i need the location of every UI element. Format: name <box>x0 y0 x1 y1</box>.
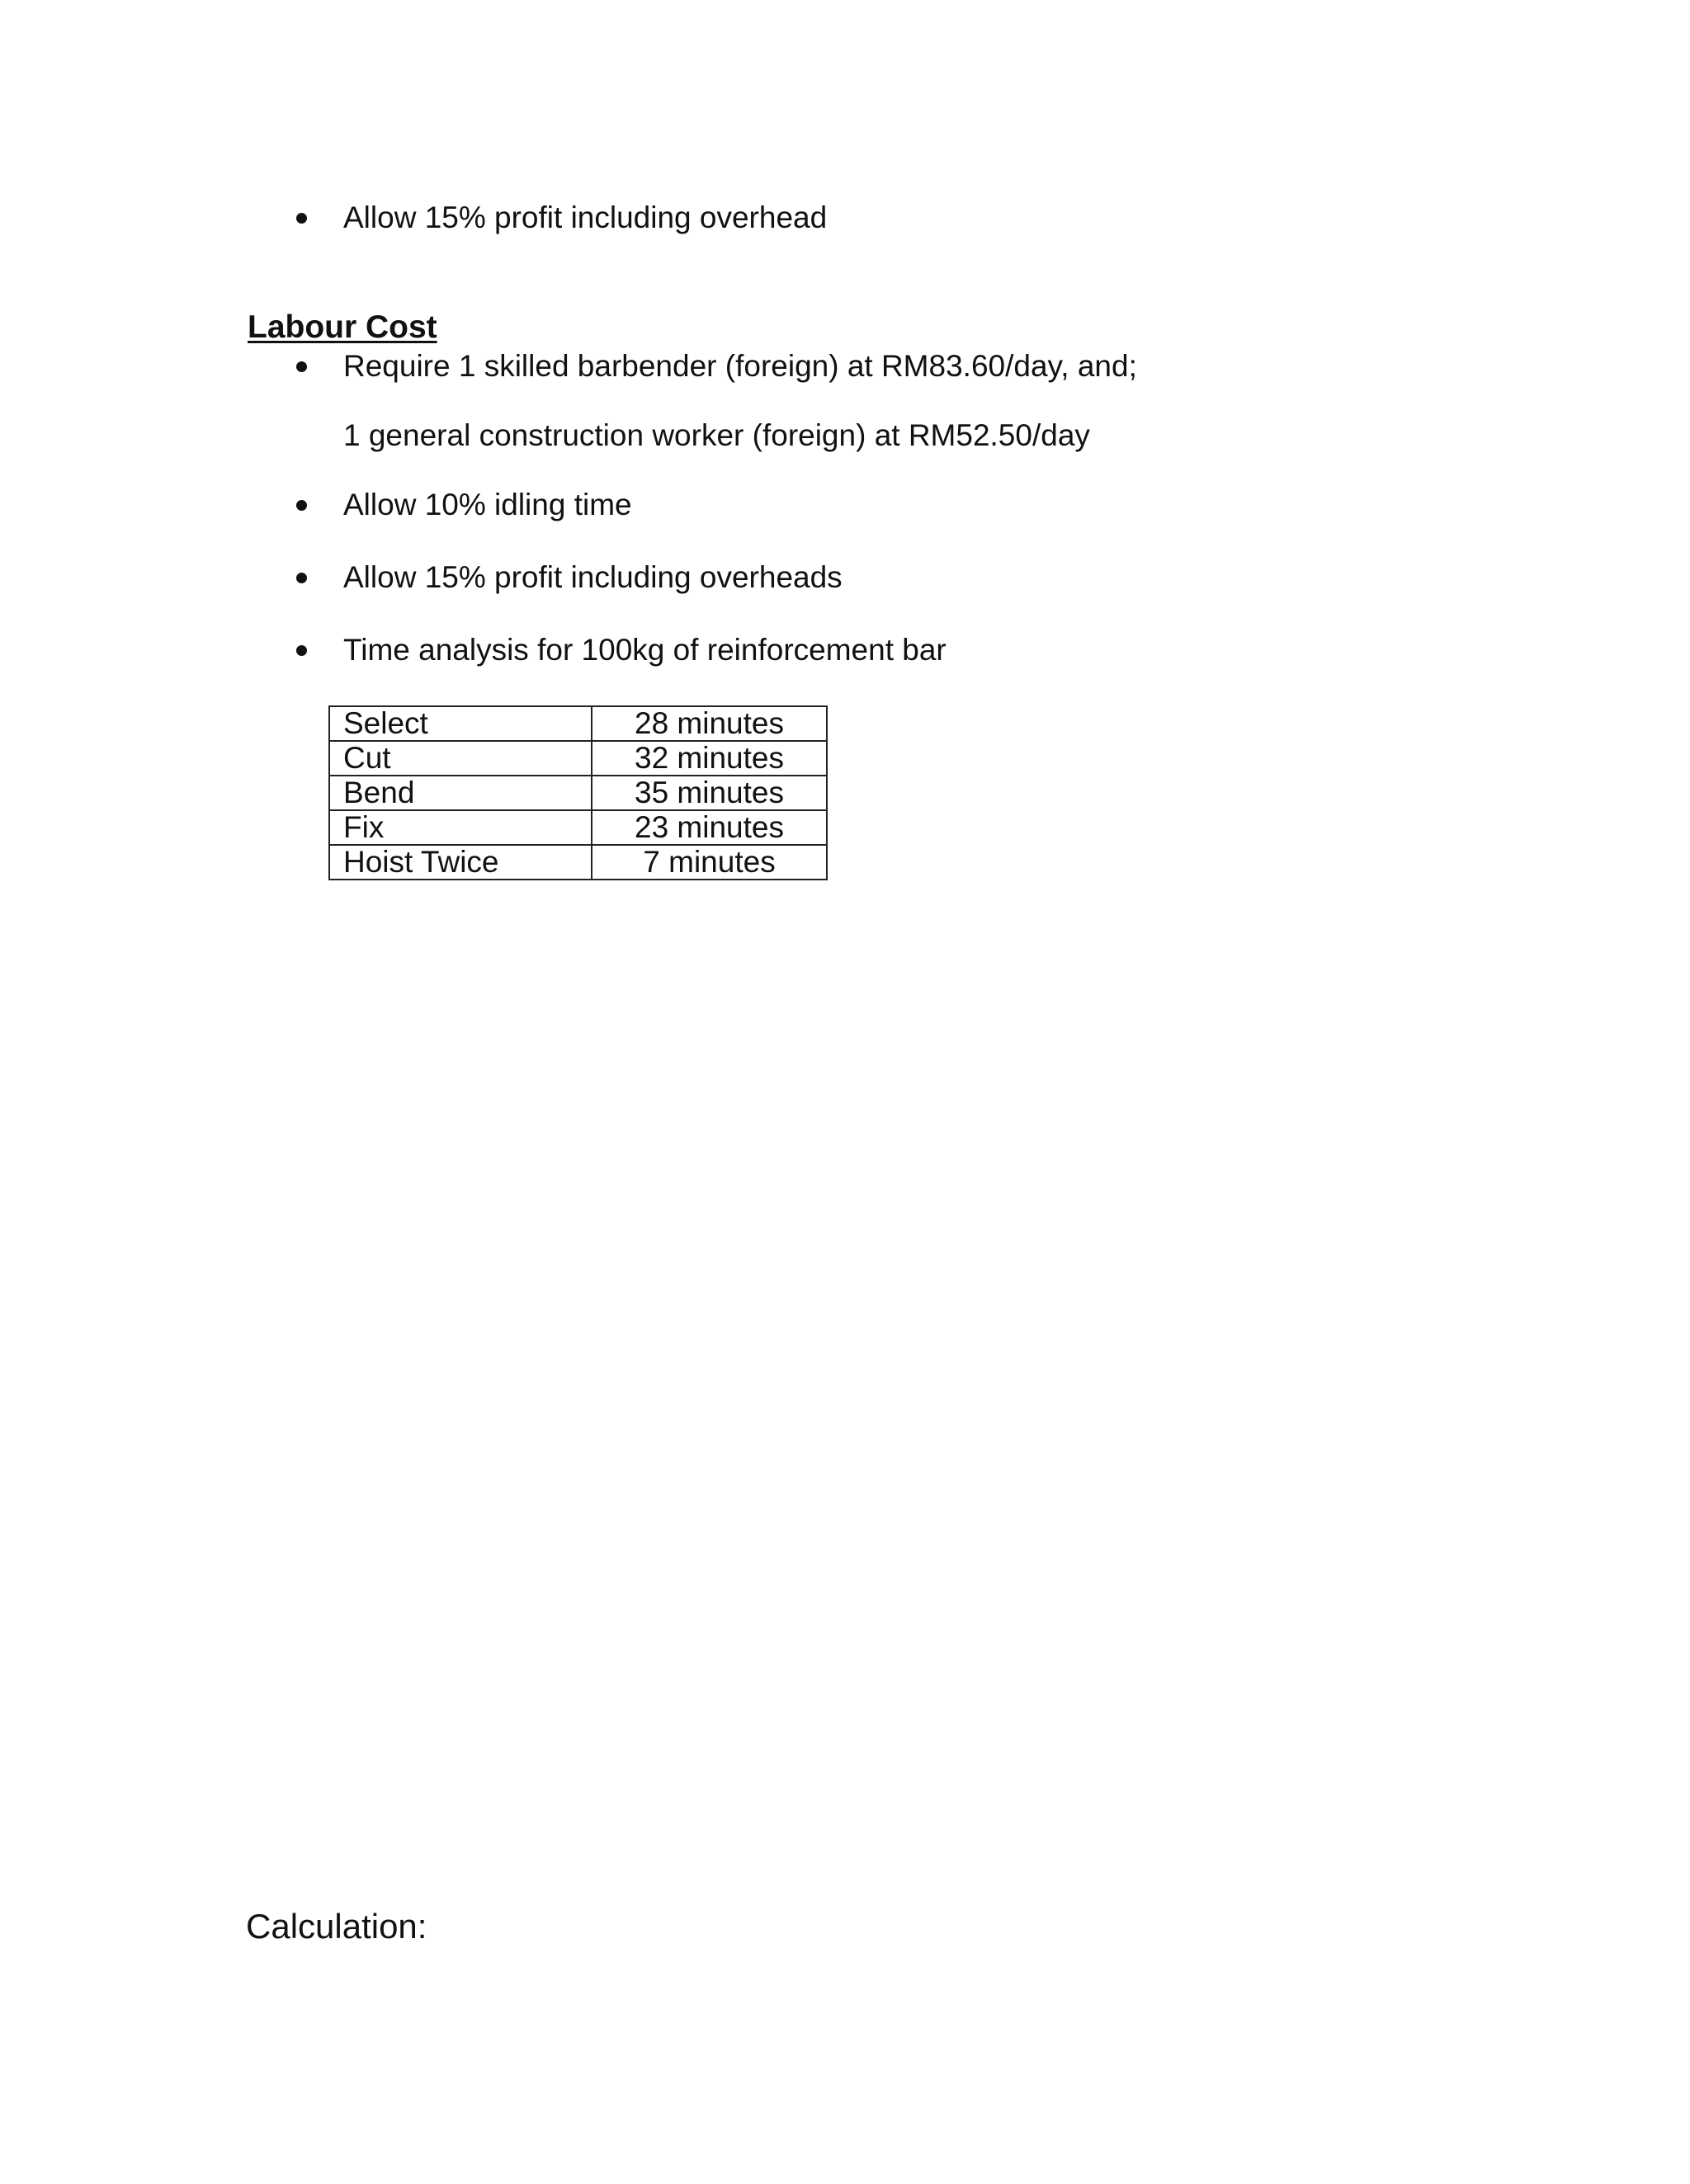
bullet-point <box>296 573 307 583</box>
duration-cell: 23 minutes <box>592 810 827 845</box>
activity-cell: Fix <box>329 810 592 845</box>
activity-cell: Cut <box>329 741 592 776</box>
duration-cell: 35 minutes <box>592 776 827 810</box>
table-row <box>329 741 827 776</box>
table-row <box>329 810 827 845</box>
bullet-point <box>296 645 307 656</box>
activity-cell: Hoist Twice <box>329 845 592 880</box>
bullet-point <box>296 361 307 372</box>
table-row <box>329 776 827 810</box>
activity-cell: Bend <box>329 776 592 810</box>
labour-bullet-continuation: 1 general construction worker (foreign) at RM52.50/day <box>343 418 1090 452</box>
labour-bullet-skilled-barbender: Require 1 skilled barbender (foreign) at RM83.60/day, and; <box>343 349 1137 383</box>
table-row <box>329 845 827 880</box>
time-analysis-table <box>328 705 828 880</box>
intro-bullet-text: Allow 15% profit including overhead <box>343 200 828 234</box>
labour-bullet-profit-overheads: Allow 15% profit including overheads <box>343 560 843 594</box>
activity-cell: Select <box>329 706 592 741</box>
table-row <box>329 706 827 741</box>
labour-bullet-time-analysis: Time analysis for 100kg of reinforcement bar <box>343 633 946 667</box>
duration-cell: 28 minutes <box>592 706 827 741</box>
calculation-label: Calculation: <box>246 1907 427 1946</box>
duration-cell: 7 minutes <box>592 845 827 880</box>
labour-bullet-idling-time: Allow 10% idling time <box>343 488 632 521</box>
duration-cell: 32 minutes <box>592 741 827 776</box>
bullet-point <box>296 500 307 511</box>
section-heading-labour-cost: Labour Cost <box>248 309 437 345</box>
bullet-point <box>296 213 307 224</box>
